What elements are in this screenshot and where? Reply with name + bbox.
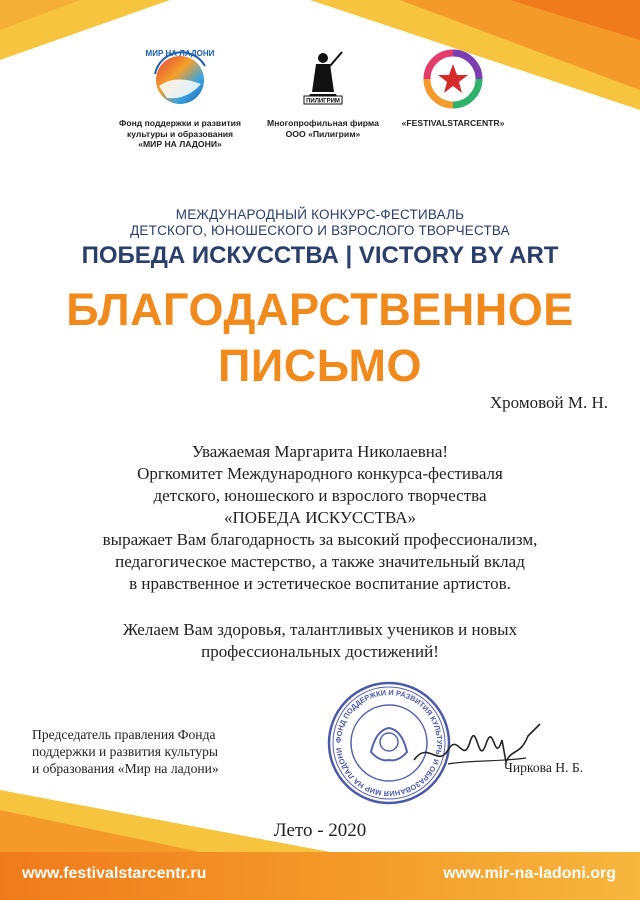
letter-body <box>0 441 640 595</box>
letter-wish <box>0 619 640 663</box>
logo-1-caption-line: Фонд поддержки и развития <box>119 118 241 128</box>
logos-row <box>0 44 640 174</box>
chairman-line: Председатель правления Фонда <box>32 727 216 742</box>
wish-line: профессиональных достижений! <box>201 642 439 661</box>
logo-1-caption-line: культуры и образования <box>126 128 234 139</box>
body-line: в нравственное и эстетическое воспитание артистов. <box>129 574 511 593</box>
logo-piligrim <box>258 44 388 139</box>
signer-name: Чиркова Н. Б. <box>504 760 584 775</box>
logo-1-caption-line: «МИР НА ЛАДОНИ» <box>138 139 222 149</box>
piligrim-logo-icon <box>288 44 358 114</box>
logo-3-caption-line: «FESTIVALSTARCENTR» <box>401 118 505 128</box>
logo-2-caption-line: Многопрофильная фирма <box>267 118 379 128</box>
logo-3-caption <box>388 118 518 129</box>
body-line: педагогическое мастерство, а также значительный вклад <box>115 552 525 571</box>
logo-festivalstarcentr <box>388 44 518 129</box>
contest-name: ПОБЕДА ИСКУССТВА | VICTORY BY ART <box>81 242 559 269</box>
logo-mir-na-ladoni <box>105 44 255 150</box>
chairman-title <box>32 726 219 777</box>
stamp-ring-text: ФОНД ПОДДЕРЖКИ И РАЗВИТИЯ КУЛЬТУРЫ И ОБРАЗОВАНИЯ МИР НА ЛАДОНИ <box>333 687 445 799</box>
mir-na-ladoni-logo-icon <box>145 44 215 114</box>
recipient-name: Хромовой М. Н. <box>489 393 608 412</box>
logo-1-caption <box>105 118 255 150</box>
body-line: детского, юношеского и взрослого творчества <box>153 486 487 505</box>
body-line: выражает Вам благодарность за высокий профессионализм, <box>102 530 538 549</box>
chairman-line: поддержки и развития культуры <box>32 744 219 759</box>
logo-2-caption-line: ООО «Пилигрим» <box>285 128 361 139</box>
body-line: Оргкомитет Международного конкурса-фестиваля <box>137 464 503 483</box>
contest-header-line-1: МЕЖДУНАРОДНЫЙ КОНКУРС-ФЕСТИВАЛЬ <box>175 207 465 222</box>
festivalstarcentr-logo-icon <box>418 44 488 114</box>
chairman-line: и образования «Мир на ладони» <box>32 761 219 776</box>
logo-2-caption <box>258 118 388 139</box>
body-line: Уважаемая Маргарита Николаевна! <box>191 442 449 461</box>
letter-title-line-2: ПИСЬМО <box>218 340 422 391</box>
footer-link-festivalstarcentr[interactable]: www.festivalstarcentr.ru <box>22 865 207 882</box>
footer-bar <box>0 852 640 900</box>
contest-header-line-2: ДЕТСКОГО, ЮНОШЕСКОГО И ВЗРОСЛОГО ТВОРЧЕСТВА <box>130 223 510 238</box>
season-date: Лето - 2020 <box>273 820 367 841</box>
body-line: «ПОБЕДА ИСКУССТВА» <box>223 508 417 527</box>
letter-title-line-1: БЛАГОДАРСТВЕННОЕ <box>66 284 574 335</box>
footer-link-mir-na-ladoni[interactable]: www.mir-na-ladoni.org <box>443 865 616 882</box>
wish-line: Желаем Вам здоровья, талантливых учеников и новых <box>122 620 518 639</box>
piligrim-logo-name: ПИЛИГРИМ <box>306 98 340 105</box>
mir-logo-name: МИР НА ЛАДОНИ <box>145 49 215 58</box>
